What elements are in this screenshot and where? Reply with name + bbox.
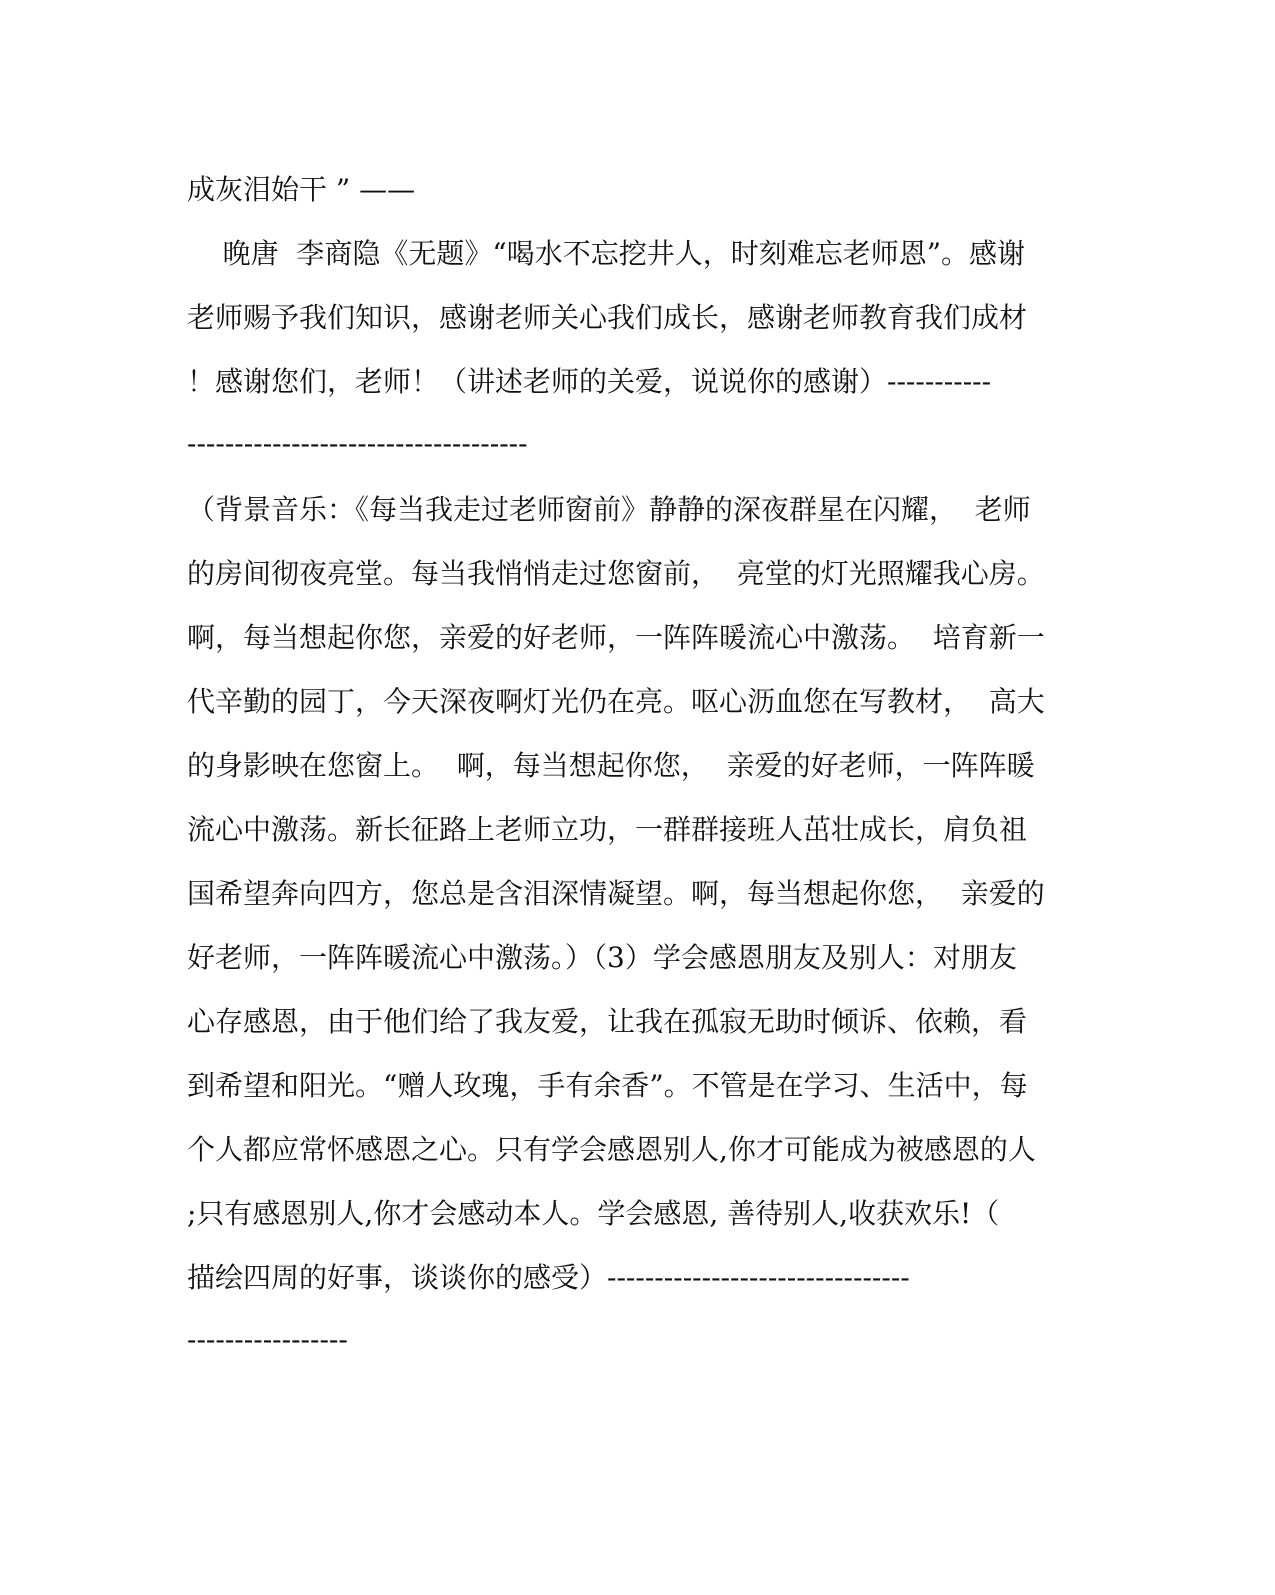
text-line: 国希望奔向四方，您总是含泪深情凝望。啊，每当想起你您， 亲爱的 [187, 877, 1045, 910]
text-line: 代辛勤的园丁，今天深夜啊灯光仍在亮。呕心沥血您在写教材， 高大 [187, 685, 1045, 718]
text-line: 个人都应常怀感恩之心。只有学会感恩别人,你才可能成为被感恩的人 [187, 1133, 1036, 1166]
text-line: 心存感恩，由于他们给了我友爱，让我在孤寂无助时倾诉、依赖，看 [187, 1005, 1028, 1038]
text-line: 好老师，一阵阵暖流心中激荡。）（3）学会感恩朋友及别人：对朋友 [187, 941, 1017, 974]
text-line: 流心中激荡。新长征路上老师立功，一群群接班人茁壮成长，肩负祖 [187, 813, 1028, 846]
text-line: 老师赐予我们知识，感谢老师关心我们成长，感谢老师教育我们成材 [187, 301, 1028, 334]
text-line: 描绘四周的好事，谈谈你的感受）-------------------------------- [187, 1261, 910, 1294]
text-line: ------------------------------------ [187, 427, 528, 460]
text-line: ;只有感恩别人,你才会感动本人。学会感恩, 善待别人,收获欢乐!（ [187, 1197, 1000, 1230]
text-line: 晚唐 李商隐《无题》“喝水不忘挖井人，时刻难忘老师恩”。感谢 [187, 237, 1026, 270]
text-line: （背景音乐：《每当我走过老师窗前》静静的深夜群星在闪耀， 老师 [187, 493, 1031, 526]
text-line: 的身影映在您窗上。 啊，每当想起你您， 亲爱的好老师，一阵阵暖 [187, 749, 1035, 782]
text-line: ----------------- [187, 1323, 348, 1356]
text-line: 成灰泪始干 ” —— [187, 173, 416, 206]
text-line: 到希望和阳光。“赠人玫瑰，手有余香”。不管是在学习、生活中，每 [187, 1069, 1028, 1102]
text-line: ！感谢您们，老师！（讲述老师的关爱，说说你的感谢）----------- [187, 365, 992, 398]
text-line: 啊，每当想起你您，亲爱的好老师，一阵阵暖流心中激荡。 培育新一 [187, 621, 1045, 654]
text-line: 的房间彻夜亮堂。每当我悄悄走过您窗前， 亮堂的灯光照耀我心房。 [187, 557, 1045, 590]
